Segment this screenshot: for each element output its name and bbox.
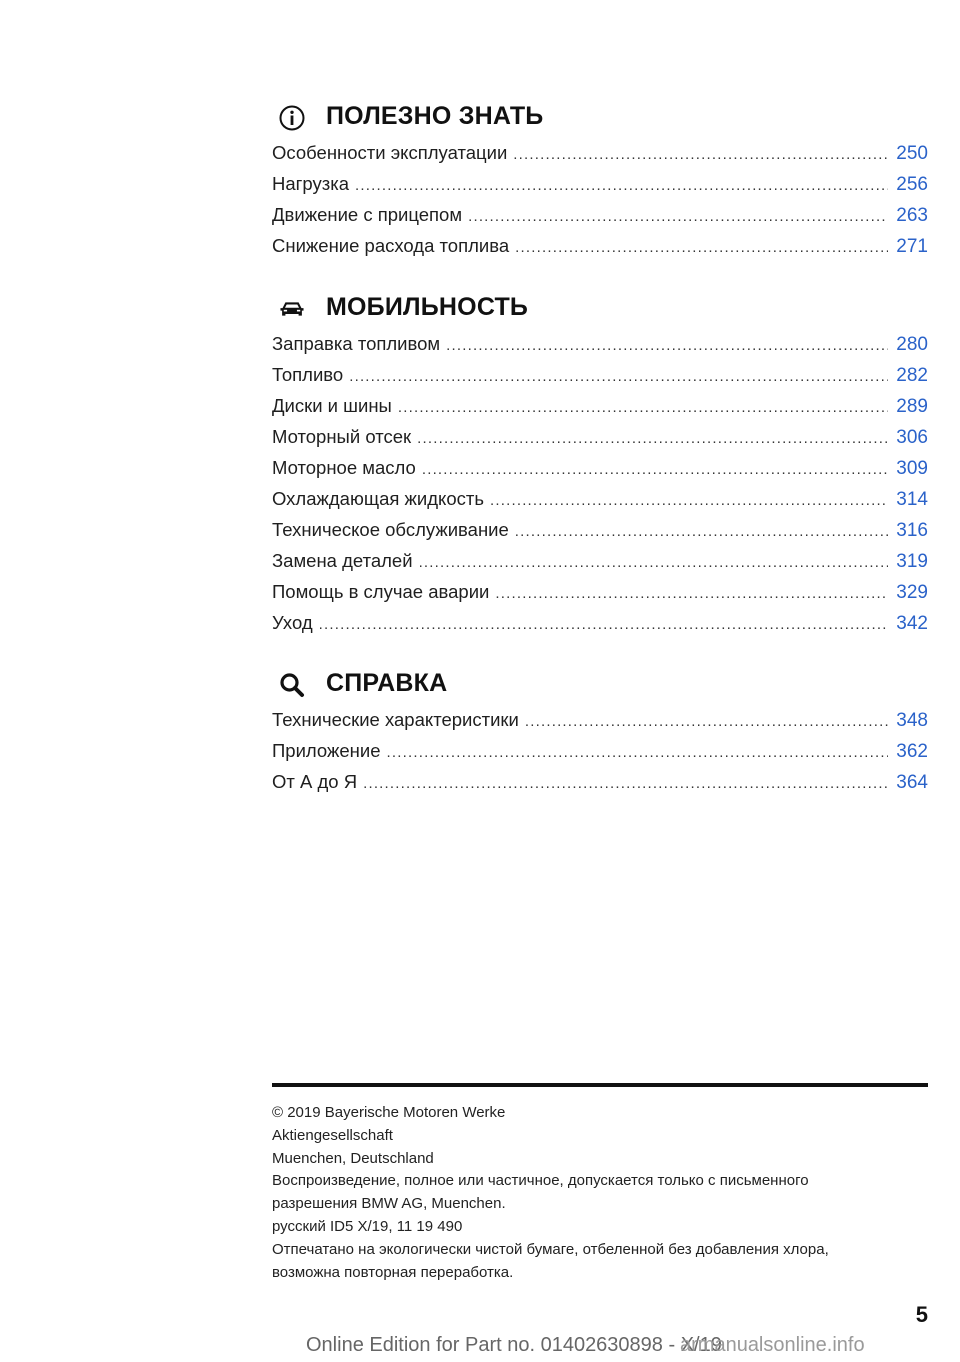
toc-page-link[interactable]: 256 [896, 174, 928, 195]
car-icon [278, 295, 306, 323]
toc-page-link[interactable]: 263 [896, 205, 928, 226]
toc-list [272, 709, 928, 802]
toc-entry-label: Заправка топливом [272, 333, 441, 354]
toc-entry-label: Моторное масло [272, 457, 416, 478]
toc-entry[interactable] [272, 426, 928, 457]
toc-page-link[interactable]: 342 [896, 613, 928, 634]
section-header [272, 291, 928, 327]
section-header [272, 667, 928, 703]
toc-entry-label: Особенности эксплуатации [272, 142, 508, 163]
dot-leader [417, 430, 888, 447]
toc-entry-label: Диски и шины [272, 395, 392, 416]
toc-entry-label: Охлаждающая жидкость [272, 488, 484, 509]
footer-line: возможна повторная переработка. [272, 1263, 514, 1281]
dot-leader [468, 208, 888, 225]
footer-line: русский ID5 X/19, 11 19 490 [272, 1217, 463, 1235]
toc-entry-label: Технические характеристики [272, 709, 519, 730]
toc-page-link[interactable]: 306 [896, 427, 928, 448]
footer-line: Отпечатано на экологически чистой бумаге, отбеленной без добавления хлора, [272, 1240, 829, 1258]
dot-leader [490, 492, 888, 509]
toc-entry-label: Движение с прицепом [272, 204, 463, 225]
dot-leader [355, 177, 888, 194]
toc-entry[interactable] [272, 235, 928, 266]
toc-entry[interactable] [272, 488, 928, 519]
toc-page-link[interactable]: 319 [896, 551, 928, 572]
toc-page-link[interactable]: 316 [896, 520, 928, 541]
watermark-text: armanualsonline.info [680, 1334, 865, 1356]
toc-page-link[interactable]: 289 [896, 396, 928, 417]
toc-entry[interactable] [272, 612, 928, 643]
toc-entry[interactable] [272, 581, 928, 612]
edition-text: Online Edition for Part no. 01402630898 - X/19 [306, 1334, 722, 1356]
toc-entry[interactable] [272, 771, 928, 802]
dot-leader [515, 523, 889, 540]
toc-page-link[interactable]: 362 [896, 741, 928, 762]
toc-section-useful [272, 100, 928, 266]
toc-entry-label: Топливо [272, 364, 344, 385]
toc-entry-label: Нагрузка [272, 173, 349, 194]
toc-entry-label: От А до Я [272, 771, 358, 792]
toc-page-link[interactable]: 348 [896, 710, 928, 731]
toc-entry[interactable] [272, 709, 928, 740]
toc-entry[interactable] [272, 457, 928, 488]
footer-line: © 2019 Bayerische Motoren Werke [272, 1104, 506, 1121]
footer-line: Aktiengesellschaft [272, 1126, 393, 1144]
dot-leader [422, 461, 888, 478]
section-header [272, 100, 928, 136]
footer-line: Воспроизведение, полное или частичное, допускается только с письменного [272, 1172, 809, 1190]
toc-entry[interactable] [272, 740, 928, 771]
copyright-notice [272, 1102, 928, 1284]
toc-section-mobility [272, 291, 928, 643]
toc-entry-label: Уход [272, 612, 313, 633]
toc-entry-label: Замена деталей [272, 550, 413, 571]
search-icon [278, 671, 306, 699]
toc-list [272, 333, 928, 643]
toc-entry[interactable] [272, 395, 928, 426]
toc-page-link[interactable]: 314 [896, 489, 928, 510]
dot-leader [525, 713, 888, 730]
dot-leader [319, 616, 889, 633]
toc-page-link[interactable]: 364 [896, 772, 928, 793]
toc-entry[interactable] [272, 364, 928, 395]
dot-leader [398, 399, 888, 416]
dot-leader [515, 239, 888, 256]
footer-line: разрешения BMW AG, Muenchen. [272, 1195, 506, 1213]
dot-leader [495, 585, 888, 602]
footer-divider [272, 1083, 928, 1087]
dot-leader [387, 744, 889, 761]
toc-page-link[interactable]: 282 [896, 365, 928, 386]
toc-page-link[interactable]: 329 [896, 582, 928, 603]
dot-leader [363, 775, 888, 792]
dot-leader [446, 337, 888, 354]
footer-line: Muenchen, Deutschland [272, 1149, 434, 1167]
toc-entry[interactable] [272, 142, 928, 173]
info-circle-icon [278, 104, 306, 132]
toc-page-link[interactable]: 280 [896, 334, 928, 355]
toc-entry-label: Приложение [272, 740, 381, 761]
toc-entry-label: Снижение расхода топлива [272, 235, 510, 256]
toc-page-link[interactable]: 271 [896, 236, 928, 257]
toc-entry[interactable] [272, 550, 928, 581]
toc-list [272, 142, 928, 266]
toc-entry[interactable] [272, 204, 928, 235]
dot-leader [419, 554, 889, 571]
page-number: 5 [915, 1302, 928, 1327]
toc-entry[interactable] [272, 173, 928, 204]
toc-entry[interactable] [272, 519, 928, 550]
toc-page-link[interactable]: 309 [896, 458, 928, 479]
dot-leader [513, 146, 888, 163]
toc-entry-label: Помощь в случае аварии [272, 581, 490, 602]
toc-section-reference [272, 667, 928, 802]
toc-page-link[interactable]: 250 [896, 143, 928, 164]
section-title: ПОЛЕЗНО ЗНАТЬ [326, 102, 544, 130]
section-title: МОБИЛЬНОСТЬ [326, 293, 529, 321]
toc-entry-label: Техническое обслуживание [272, 519, 509, 540]
section-title: СПРАВКА [326, 669, 448, 697]
toc-entry-label: Моторный отсек [272, 426, 412, 447]
dot-leader [349, 368, 888, 385]
toc-entry[interactable] [272, 333, 928, 364]
